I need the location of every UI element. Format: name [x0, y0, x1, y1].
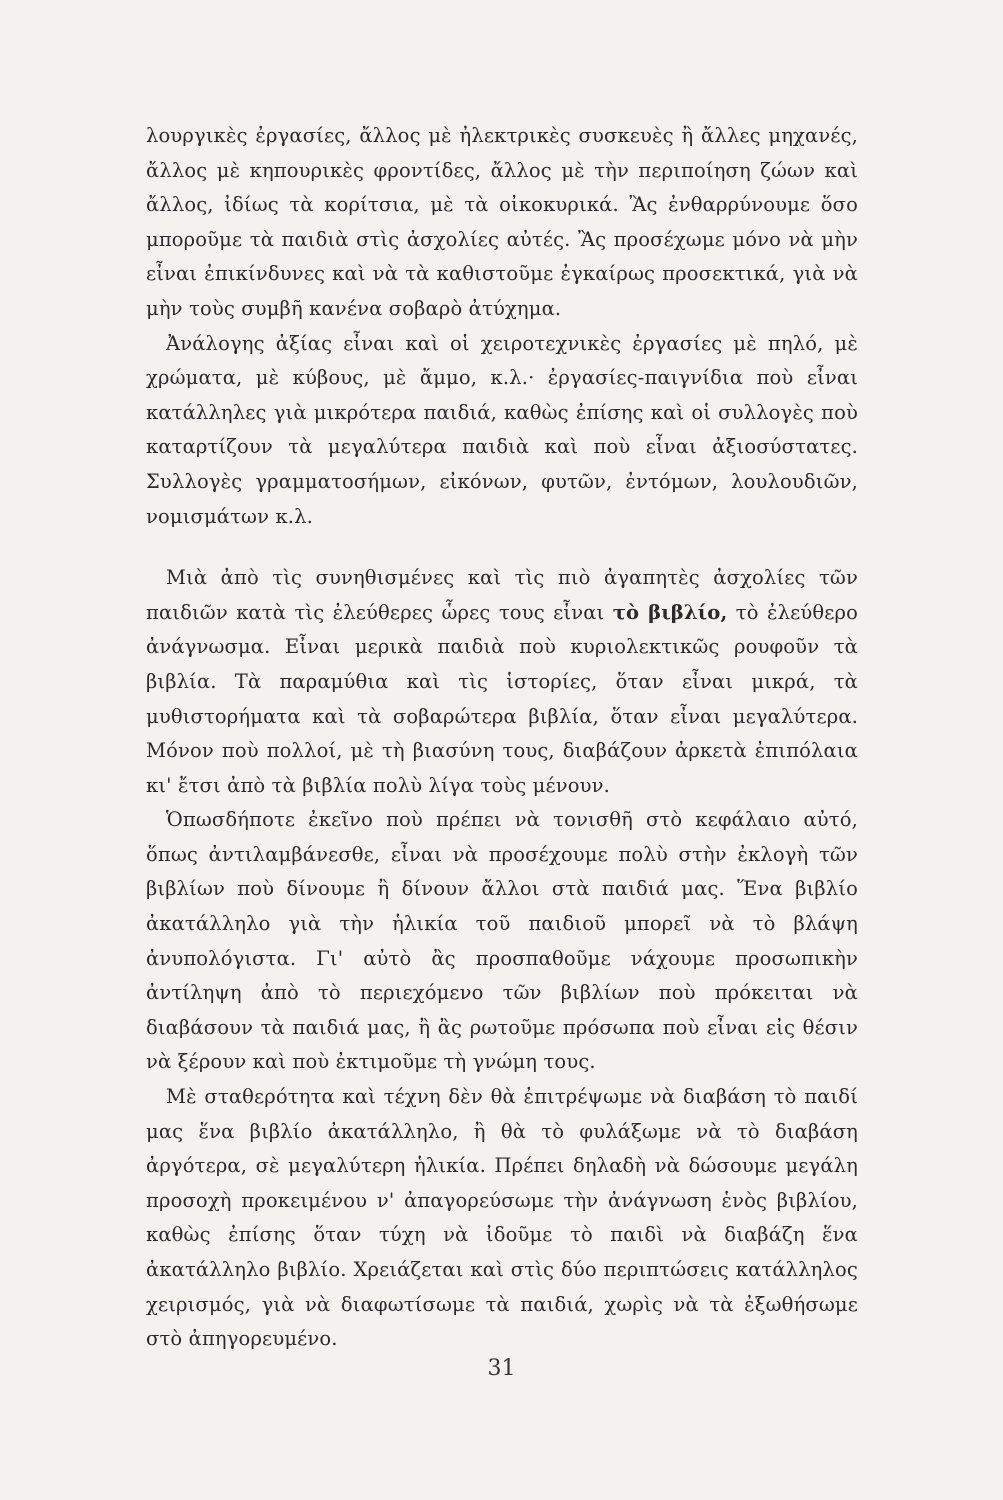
paragraph-3-text-before: Μιὰ ἀπὸ τὶς συνηθισμένες καὶ τὶς πιὸ ἀγαπητὲς ἀσχολίες τῶν παιδιῶν κατὰ τὶς ἐλεύθερες ὧρες τους εἶναι	[146, 566, 858, 624]
paragraph-2: Ἀνάλογης ἀξίας εἶναι καὶ οἱ χειροτεχνικὲς ἐργασίες μὲ πηλό, μὲ χρώματα, μὲ κύβους, μὲ ἄμμο, κ.λ.· ἐργασίες-παιγνίδια ποὺ εἶναι κατάλληλες γιὰ μικρότερα παιδιά, καθὼς ἐπίσης καὶ οἱ συλλογὲς ποὺ καταρτίζουν τὰ μεγαλύτερα παιδιὰ καὶ ποὺ εἶναι ἀξιοσύστατες. Συλλογὲς γραμματοσήμων, εἰκόνων, φυτῶν, ἐντόμων, λουλουδιῶν, νομισμάτων κ.λ.	[146, 331, 858, 528]
emphasized-term: τὸ βιβλίο,	[612, 600, 728, 624]
paragraph-3-text-after: τὸ ἐλεύθερο ἀνάγνωσμα. Εἶναι μερικὰ παιδιὰ ποὺ κυριολεκτικῶς ρουφοῦν τὰ βιβλία. Τὰ παραμύθια καὶ τὶς ἱστορίες, ὅταν εἶναι μικρά, τὰ μυθιστορήματα καὶ τὰ σοβαρώτερα βιβλία, ὅταν εἶναι μεγαλύτερα. Μόνον ποὺ πολλοί, μὲ τὴ βιασύνη τους, διαβάζουν ἀρκετὰ ἐπιπόλαια κι' ἔτσι ἀπὸ τὰ βιβλία πολὺ λίγα τοὺς μένουν.	[146, 600, 858, 797]
paragraph-4: Ὁπωσδήποτε ἐκεῖνο ποὺ πρέπει νὰ τονισθῆ στὸ κεφάλαιο αὐτό, ὅπως ἀντιλαμβάνεσθε, εἶναι νὰ προσέχουμε πολὺ στὴν ἐκλογὴ τῶν βιβλίων ποὺ δίνουμε ἢ δίνουν ἄλλοι στὰ παιδιά μας. Ἕνα βιβλίο ἀκατάλληλο γιὰ τὴν ἡλικία τοῦ παιδιοῦ μπορεῖ νὰ τὸ βλάψη ἀνυπολόγιστα. Γι' αὐτὸ ἂς προσπαθοῦμε νάχουμε προσωπικὴν ἀντίληψη ἀπὸ τὸ περιεχόμενο τῶν βιβλίων ποὺ πρόκειται νὰ διαβάσουν τὰ παιδιά μας, ἢ ἂς ρωτοῦμε πρόσωπα ποὺ εἶναι εἰς θέσιν νὰ ξέρουν καὶ ποὺ ἐκτιμοῦμε τὴ γνώμη τους.	[146, 808, 858, 1074]
paragraph-3	[146, 561, 858, 803]
page-number: 31	[487, 1356, 516, 1381]
page-body	[146, 119, 858, 1357]
paragraph-1: λουργικὲς ἐργασίες, ἄλλος μὲ ἠλεκτρικὲς συσκευὲς ἢ ἄλλες μηχανές, ἄλλος μὲ κηπουρικὲς φροντίδες, ἄλλος μὲ τὴν περιποίηση ζώων καὶ ἄλλος, ἰδίως τὰ κορίτσια, μὲ τὰ οἰκοκυρικά. Ἂς ἐνθαρρύνουμε ὅσο μποροῦμε τὰ παιδιὰ στὶς ἀσχολίες αὐτές. Ἂς προσέχωμε μόνο νὰ μὴν εἶναι ἐπικίνδυνες καὶ νὰ τὰ καθιστοῦμε ἐγκαίρως προσεκτικά, γιὰ νὰ μὴν τοὺς συμβῆ κανένα σοβαρὸ ἀτύχημα.	[146, 124, 858, 320]
paragraph-5: Μὲ σταθερότητα καὶ τέχνη δὲν θὰ ἐπιτρέψωμε νὰ διαβάση τὸ παιδί μας ἕνα βιβλίο ἀκατάλληλο, ἢ θὰ τὸ φυλάξωμε νὰ τὸ διαβάση ἀργότερα, σὲ μεγαλύτερη ἡλικία. Πρέπει δηλαδὴ νὰ δώσουμε μεγάλη προσοχὴ προκειμένου ν' ἀπαγορεύσωμε τὴν ἀνάγνωση ἑνὸς βιβλίου, καθὼς ἐπίσης ὅταν τύχη νὰ ἰδοῦμε τὸ παιδὶ νὰ διαβάζη ἕνα ἀκατάλληλο βιβλίο. Χρειάζεται καὶ στὶς δύο περιπτώσεις κατάλληλος χειρισμός, γιὰ νὰ διαφωτίσωμε τὰ παιδιά, χωρὶς νὰ τὰ ἐξωθήσωμε στὸ ἀπηγορευμένο.	[146, 1085, 858, 1351]
